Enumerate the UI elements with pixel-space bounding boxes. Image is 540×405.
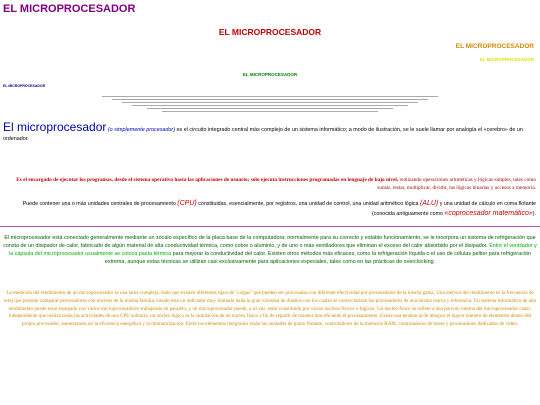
heading-3: EL MICROPROCESADOR <box>455 43 534 50</box>
units-text-d: ). <box>532 211 536 217</box>
heading-2: EL MICROPROCESADOR <box>218 27 322 37</box>
intro-term: El microprocesador <box>3 120 107 134</box>
intro-text: es el circuito integrado central más complejo de un sistema informático; a modo de ilustración, se le suele llamar por analogía el «cerebro» de un ordenador. <box>3 127 523 142</box>
execution-paragraph <box>4 176 536 192</box>
section-divider <box>0 226 540 227</box>
divider-6 <box>162 111 378 112</box>
units-text-c: y una unidad de cálculo en coma flotante (conocida antiguamente como <box>371 201 536 217</box>
divider-3 <box>122 102 418 103</box>
cpu-term: (CPU) <box>177 200 197 207</box>
divider-2 <box>112 99 428 100</box>
intro-aside: (o simplemente procesador) <box>107 127 175 133</box>
heading-5: EL MICROPROCESADOR <box>242 72 298 77</box>
units-text-b: constituidas, esencialmente, por registros, una unidad de control, una unidad aritmético lógica <box>196 201 420 207</box>
divider-1 <box>102 96 438 97</box>
thermal-paste-text: Entre el ventilador y la cápsula del microprocesador usualmente se coloca pasta térmica <box>9 243 537 257</box>
coprocessor-term: «coprocesador matemático» <box>444 210 533 217</box>
heading-4: EL MICROPROCESADOR <box>479 57 534 62</box>
units-text-a: Puede contener una o más unidades centrales de procesamiento <box>22 201 178 207</box>
alu-term: (ALU) <box>419 200 439 207</box>
divider-4 <box>132 105 408 106</box>
cooling-text-c: para mejorar la conductividad del calor. Existen otros métodos más eficaces, como la refrigeración líquida o el uso de células peltier para refrigeración extrema, aunque estas técnicas se utilizan casi exclusivamente para aplicaciones especiales, tales como en las prácticas de overclocking. <box>104 251 531 265</box>
performance-paragraph: La medición del rendimiento de un microprocesador es una tarea compleja, dado que existen diferentes tipos de "cargas" que pueden ser procesadas con diferente efectividad por procesadores de la misma gama. Una métrica del rendimiento es la frecuencia de reloj que permite comparar procesadores con núcleos de la misma familia, siendo este un indicador muy limitado dada la gran variedad de diseños con los cuales se comercializan los procesadores de una misma marca y referencia. Un sistema informático de alto rendimiento puede estar equipado con varios microprocesadores trabajando en paralelo, y un microprocesador puede, a su vez, estar constituido por varios núcleos físicos o lógicos. Un núcleo físico se refiere a una porción interna del microprocesador cuasi-independiente que realiza todas las actividades de una CPU solitaria, un núcleo lógico es la simulación de un núcleo físico a fin de repartir de manera más eficiente el procesamiento. Existe una tendencia de integrar el mayor número de elementos dentro del propio procesador, aumentando así la eficiencia energética y la miniaturización. Entre los elementos integrados están las unidades de punto flotante, controladores de la memoria RAM, controladores de buses y procesadores dedicados de video. <box>3 290 537 328</box>
execution-text: realizando operaciones aritméticas y lógicas simples, tales como sumar, restar, multiplicar, dividir, las lógicas binarias y accesos a memoria. <box>377 177 536 191</box>
cooling-paragraph <box>3 234 537 266</box>
heading-6: EL MICROPROCESADOR <box>3 84 46 88</box>
execution-bold: Es el encargado de ejecutar los programas, desde el sistema operativo hasta las aplicaciones de usuario; sólo ejecuta instrucciones programadas en lenguaje de bajo nivel, <box>16 177 399 183</box>
heading-1: EL MICROPROCESADOR <box>3 3 136 15</box>
units-paragraph <box>4 199 536 219</box>
intro-paragraph <box>3 120 537 144</box>
divider-5 <box>147 108 393 109</box>
cooling-text-a: El microprocesador está conectado generalmente mediante un zócalo específico de la placa base de la computadora; normalmente para su correcto y estable funcionamiento, se le incorpora un sistema de refrigeración que consta de un disipador de calor, fabricado de algún material de alta conductividad térmica, como cobre o aluminio, y de uno o más ventiladores que eliminan el exceso del calor absorbido por el disipador. <box>3 235 536 249</box>
